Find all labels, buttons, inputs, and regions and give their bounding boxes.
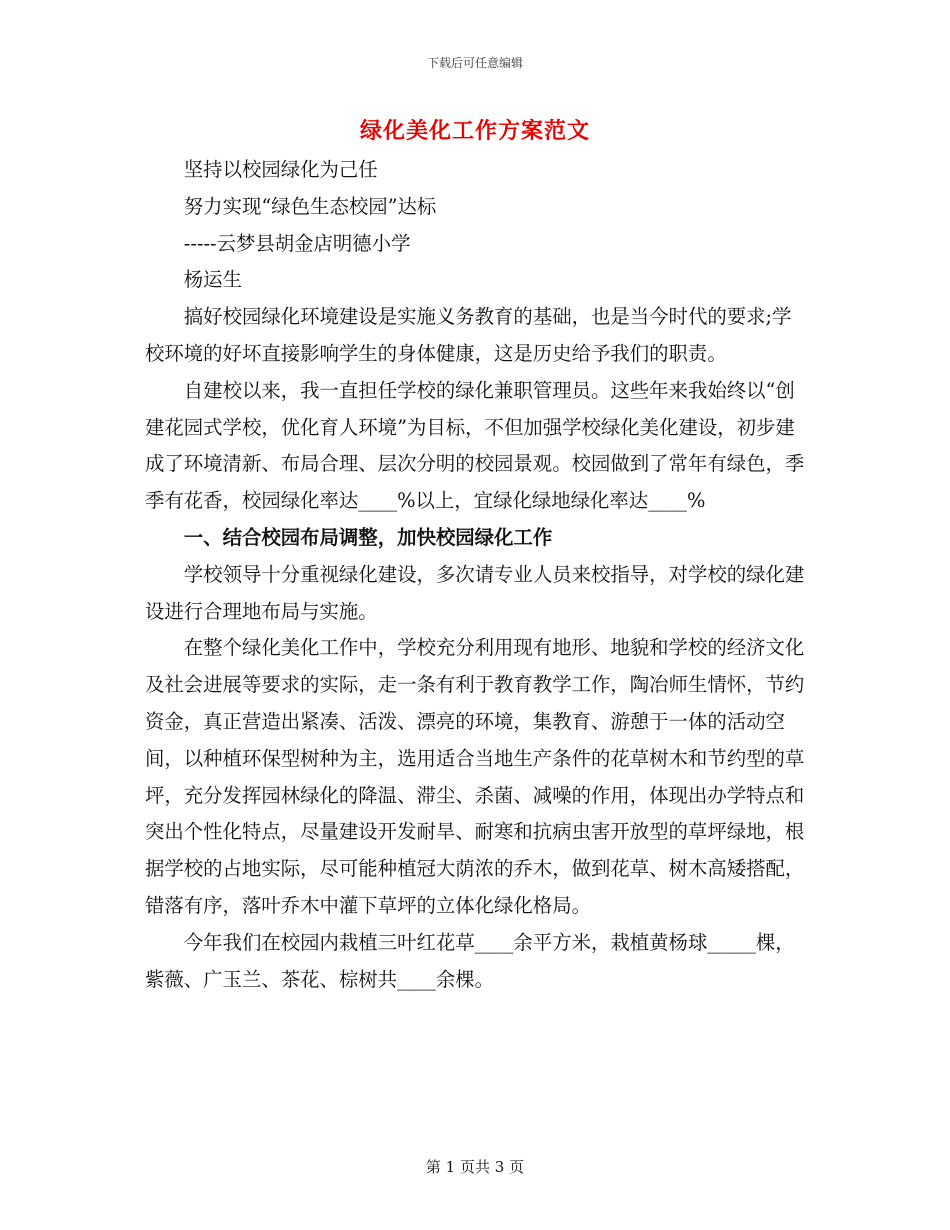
paragraph: 学校领导十分重视绿化建设，多次请专业人员来校指导，对学校的绿化建设进行合理地布局与实施。 [145,562,805,623]
subtitle-line: 坚持以校园绿化为己任 [183,158,378,181]
subtitle-line: 努力实现“绿色生态校园”达标 [183,194,437,218]
paragraph: 搞好校园绿化环境建设是实施义务教育的基础，也是当今时代的要求;学校环境的好坏直接影响学生的身体健康，这是历史给予我们的职责。 [145,305,792,365]
section-heading: 一、结合校园布局调整，加快校园绿化工作 [183,525,553,549]
paragraph: 今年我们在校园内栽植三叶红花草____余平方米，栽植黄杨球_____棵，紫薇、广玉兰、茶花、棕树共____余棵。 [145,930,795,991]
paragraph: 自建校以来，我一直担任学校的绿化兼职管理员。这些年来我始终以“创建花园式学校，优化育人环境”为目标，不但加强学校绿化美化建设，初步建成了环境清新、布局合理、层次分明的校园景观。校园做到了常年有绿色，季季有花香，校园绿化率达____%以上，宜绿化绿地绿化率达____% [145,378,805,513]
subtitle-line: -----云梦县胡金店明德小学 [183,231,411,255]
author-name: 杨运生 [183,268,242,292]
page-header-note: 下载后可任意编辑 [426,56,523,70]
page-number-footer: 第 1 页共 3 页 [425,1158,525,1176]
document-body [145,152,805,998]
paragraph: 在整个绿化美化工作中，学校充分利用现有地形、地貌和学校的经济文化及社会进展等要求的实际，走一条有利于教育教学工作，陶冶师生情怀，节约资金，真正营造出紧凑、活泼、漂亮的环境，集教育、游憩于一体的活动空间，以种植环保型树种为主，选用适合当地生产条件的花草树木和节约型的草坪，充分发挥园林绿化的降温、滞尘、杀菌、减噪的作用，体现出办学特点和突出个性化特点，尽量建设开发耐旱、耐寒和抗病虫害开放型的草坪绿地，根据学校的占地实际，尽可能种植冠大荫浓的乔木，做到花草、树木高矮搭配，错落有序，落叶乔木中灌下草坪的立体化绿化格局。 [145,636,805,917]
document-title: 绿化美化工作方案范文 [359,118,590,144]
